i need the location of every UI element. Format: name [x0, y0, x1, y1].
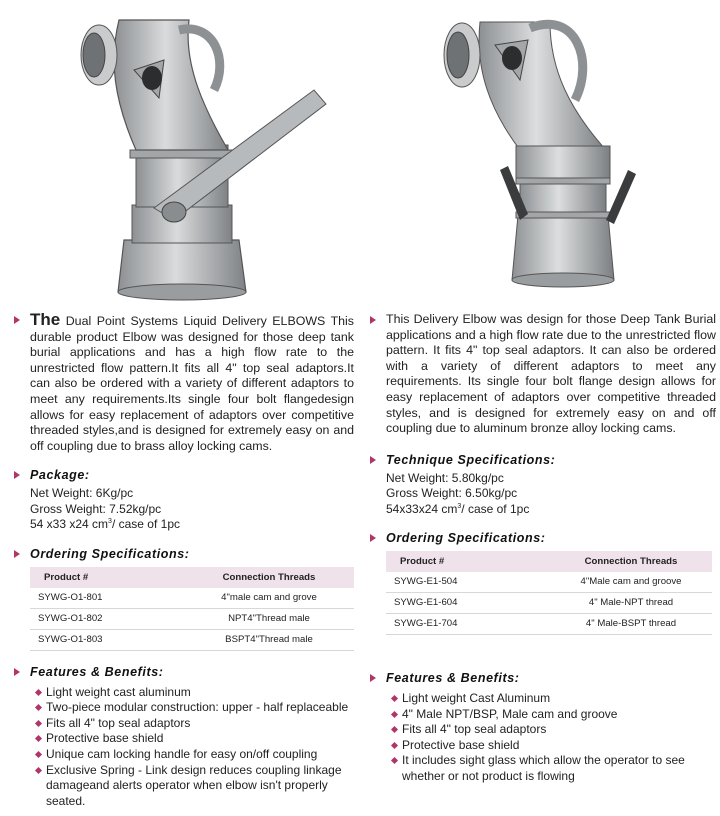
net-weight: Net Weight: 6Kg/pc: [30, 486, 134, 501]
technique-title: [370, 453, 716, 467]
thread-cell: 4" Male-NPT thread: [550, 592, 712, 613]
ordering-title-text: Ordering Specifications:: [386, 530, 546, 545]
features-title-text: Features & Benefits:: [30, 664, 164, 679]
left-description: [14, 312, 354, 454]
table-row: [386, 613, 712, 634]
product-cell: SYWG-E1-704: [386, 613, 550, 634]
gross-weight: Gross Weight: 6.50kg/pc: [386, 486, 518, 501]
table-row: [386, 592, 712, 613]
ordering-title: [14, 547, 354, 561]
thread-cell: 4" Male-BSPT thread: [550, 613, 712, 634]
table-header-row: [386, 551, 712, 572]
package-details: [14, 486, 354, 532]
left-column: [14, 0, 354, 809]
ordering-title: [370, 531, 716, 545]
case-size: 54x33x24 $cm^3/$ case of 1pc: [386, 501, 530, 516]
thread-cell: 4"Male cam and groove: [550, 572, 712, 593]
package-title: [14, 468, 354, 482]
product-cell: SYWG-O1-801: [30, 588, 184, 609]
description-dropcap: The: [30, 310, 61, 329]
product-cell: SYWG-O1-802: [30, 608, 184, 629]
package-title-text: Package:: [30, 468, 90, 483]
description-text: This Delivery Elbow was design for those Deep Tank Burial applications and a high flow rate due to the unrestricted flow pattern. It fits 4" top seal adaptors. It can also be ordered with a variety of different adaptors to meet any requirements. Its single four bolt flange design allows for easy replacement of adaptors over competitive threaded styles, and is designed for extremely easy on and off coupling due to aluminum bronze alloy locking cams.: [386, 312, 716, 436]
list-item: Fits all 4" top seal adaptors: [392, 722, 716, 738]
thread-cell: 4"male cam and grove: [184, 588, 354, 609]
technique-details: [370, 471, 716, 517]
list-item: Fits all 4" top seal adaptors: [36, 716, 354, 732]
pink-triangle-bullet-icon: [370, 674, 376, 682]
right-description: [370, 312, 716, 437]
list-item: Light weight cast aluminum: [36, 685, 354, 701]
table-header-row: [30, 567, 354, 588]
features-title: [14, 665, 354, 679]
table-row: [386, 572, 712, 593]
ordering-title-text: Ordering Specifications:: [30, 546, 190, 561]
list-item: Exclusive Spring - Link design reduces coupling linkage damageand alerts operator when elbow isn't properly seated.: [36, 763, 354, 810]
list-item: It includes sight glass which allow the operator to see whether or not product is flowing: [392, 753, 716, 784]
list-item: Two-piece modular construction: upper - half replaceable: [36, 700, 354, 716]
header-connection: Connection Threads: [550, 551, 712, 572]
product-cell: SYWG-E1-604: [386, 592, 550, 613]
pink-triangle-bullet-icon: [14, 668, 20, 676]
pink-triangle-bullet-icon: [370, 316, 376, 324]
elbow-with-lever-handle-photo: [14, 0, 354, 312]
thread-cell: NPT4"Thread male: [184, 608, 354, 629]
right-column: [370, 0, 716, 785]
list-item: 4" Male NPT/BSP, Male cam and groove: [392, 707, 716, 723]
product-cell: SYWG-E1-504: [386, 572, 550, 593]
description-text: Dual Point Systems Liquid Delivery ELBOWS This durable product Elbow was designed for those deep tank burial applications and has a high flow rate to the unrestricted flow pattern.It fits all 4" top seal adaptors.It can also be ordered with a variety of different adaptors to meet any requirements.Its single four bolt flangedesign allows for easy replacement of adaptors over competitive threaded styles,and is designed for extremely easy on and off coupling due to brass alloy locking cams.: [30, 314, 354, 453]
features-list: [14, 685, 354, 810]
features-title: [370, 671, 716, 685]
table-row: [30, 629, 354, 650]
list-item: Light weight Cast Aluminum: [392, 691, 716, 707]
header-product: Product #: [30, 567, 184, 588]
case-size: 54 x33 x24 $cm^3/$ case of 1pc: [30, 517, 180, 532]
list-item: Unique cam locking handle for easy on/off coupling: [36, 747, 354, 763]
pink-triangle-bullet-icon: [370, 534, 376, 542]
pink-triangle-bullet-icon: [370, 456, 376, 464]
list-item: Protective base shield: [392, 738, 716, 754]
ordering-table: [30, 567, 354, 651]
pink-triangle-bullet-icon: [14, 471, 20, 479]
features-list: [370, 691, 716, 785]
header-connection: Connection Threads: [184, 567, 354, 588]
gross-weight: Gross Weight: 7.52kg/pc: [30, 501, 162, 516]
product-cell: SYWG-O1-803: [30, 629, 184, 650]
header-product: Product #: [386, 551, 550, 572]
pink-triangle-bullet-icon: [14, 316, 20, 324]
elbow-with-cam-arms-photo: [370, 0, 716, 312]
ordering-table: [386, 551, 712, 635]
features-title-text: Features & Benefits:: [386, 670, 520, 685]
list-item: Protective base shield: [36, 731, 354, 747]
net-weight: Net Weight: 5.80kg/pc: [386, 470, 504, 485]
technique-title-text: Technique Specifications:: [386, 452, 556, 467]
thread-cell: BSPT4"Thread male: [184, 629, 354, 650]
table-row: [30, 588, 354, 609]
pink-triangle-bullet-icon: [14, 550, 20, 558]
table-row: [30, 608, 354, 629]
